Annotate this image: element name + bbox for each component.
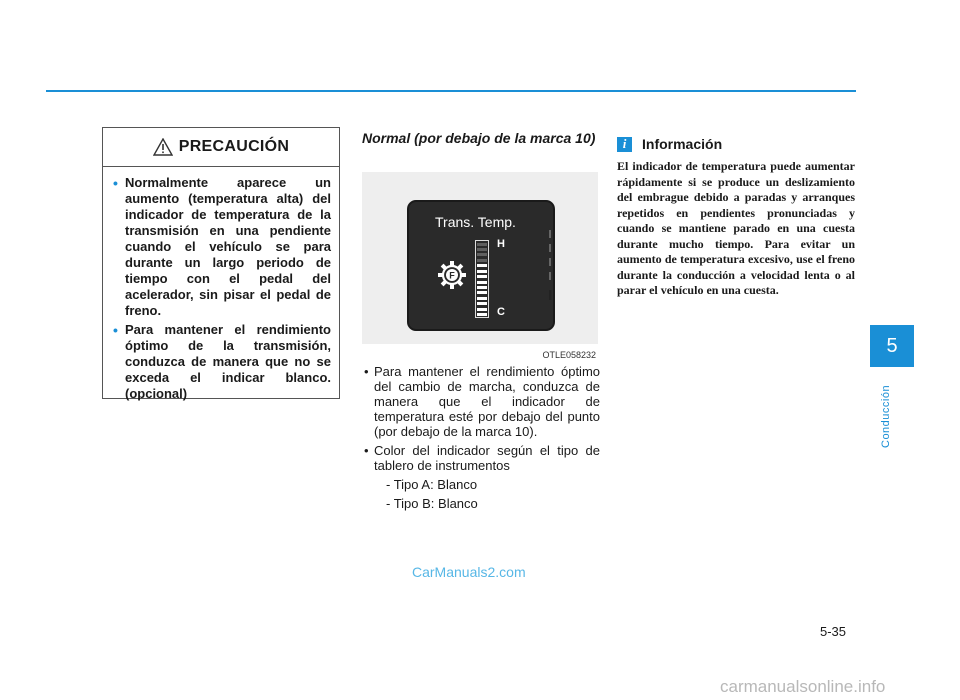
caution-item bbox=[111, 322, 331, 402]
sub-item-type-b: - Tipo B: Blanco bbox=[386, 496, 478, 511]
scale-ticks bbox=[548, 230, 552, 302]
list-item bbox=[362, 443, 600, 511]
temperature-segment bbox=[477, 270, 487, 273]
cluster-display bbox=[407, 200, 555, 331]
temperature-segment bbox=[477, 259, 487, 262]
temperature-segment bbox=[477, 281, 487, 284]
instrument-figure bbox=[362, 172, 598, 360]
list-item bbox=[362, 364, 600, 439]
temperature-segment bbox=[477, 313, 487, 316]
chapter-label: Conducción bbox=[880, 384, 892, 448]
svg-text:F: F bbox=[449, 270, 455, 281]
temperature-bar bbox=[475, 240, 489, 318]
temperature-segment bbox=[477, 253, 487, 256]
bullet-icon: • bbox=[113, 175, 118, 191]
temperature-segment bbox=[477, 291, 487, 294]
info-title: Información bbox=[642, 136, 723, 152]
chapter-tab: 5 bbox=[870, 325, 914, 367]
caution-list bbox=[103, 167, 339, 402]
temperature-segment bbox=[477, 264, 487, 267]
display-title: Trans. Temp. bbox=[435, 214, 516, 230]
temperature-segment bbox=[477, 248, 487, 251]
bullet-icon: • bbox=[364, 364, 369, 379]
caution-title: PRECAUCIÓN bbox=[178, 138, 290, 155]
temperature-segment bbox=[477, 297, 487, 300]
page-number: 5-35 bbox=[820, 624, 847, 639]
sub-item-type-a: - Tipo A: Blanco bbox=[386, 477, 478, 492]
warning-triangle-icon bbox=[153, 138, 173, 156]
caution-item-text: Normalmente aparece un aumento (temperatura alta) del indicador de temperatura de la transmisión en una pendiente cuando el vehículo se para durante un largo periodo de tiempo con el pedal del acelerador, sin pisar el pedal de freno. bbox=[125, 175, 331, 318]
instruction-list bbox=[362, 364, 600, 515]
temperature-segment bbox=[477, 243, 487, 246]
header-rule bbox=[46, 90, 856, 92]
info-header bbox=[617, 136, 722, 152]
hot-label: H bbox=[497, 238, 505, 250]
temperature-segment bbox=[477, 302, 487, 305]
transmission-gear-icon bbox=[437, 260, 467, 290]
temperature-segment bbox=[477, 275, 487, 278]
temperature-segment bbox=[477, 308, 487, 311]
section-title: Normal (por debajo de la marca 10) bbox=[362, 130, 596, 146]
info-text: El indicador de temperatura puede aumentar rápidamente si se produce un deslizamiento del embrague debido a paradas y arranques repetidos en pendientes pronunciadas y cuando se mantiene parado en una cuesta durante mucho tiempo. Para evitar un aumento de temperatura excesivo, use el freno durante la conducción a velocidad lenta o al parar el vehículo en una cuesta. bbox=[617, 159, 855, 297]
figure-code: OTLE058232 bbox=[542, 350, 596, 360]
bullet-icon: • bbox=[364, 443, 369, 458]
watermark-center[interactable]: CarManuals2.com bbox=[412, 564, 526, 580]
caution-item bbox=[111, 175, 331, 319]
caution-header bbox=[103, 128, 339, 167]
info-icon: i bbox=[617, 137, 632, 152]
caution-item-text: Para mantener el rendimiento óptimo de la transmisión, conduzca de manera que no se exceda el indicar blanco. (opcional) bbox=[125, 322, 331, 401]
list-item-text: Para mantener el rendimiento óptimo del cambio de marcha, conduzca de manera que el indicador de temperatura esté por debajo del punto (por debajo de la marca 10). bbox=[374, 364, 600, 439]
temperature-segment bbox=[477, 286, 487, 289]
list-item-text: Color del indicador según el tipo de tablero de instrumentos bbox=[374, 443, 600, 473]
bullet-icon: • bbox=[113, 322, 118, 338]
watermark-corner: carmanualsonline.info bbox=[720, 677, 886, 696]
cold-label: C bbox=[497, 306, 505, 318]
caution-box bbox=[102, 127, 340, 399]
